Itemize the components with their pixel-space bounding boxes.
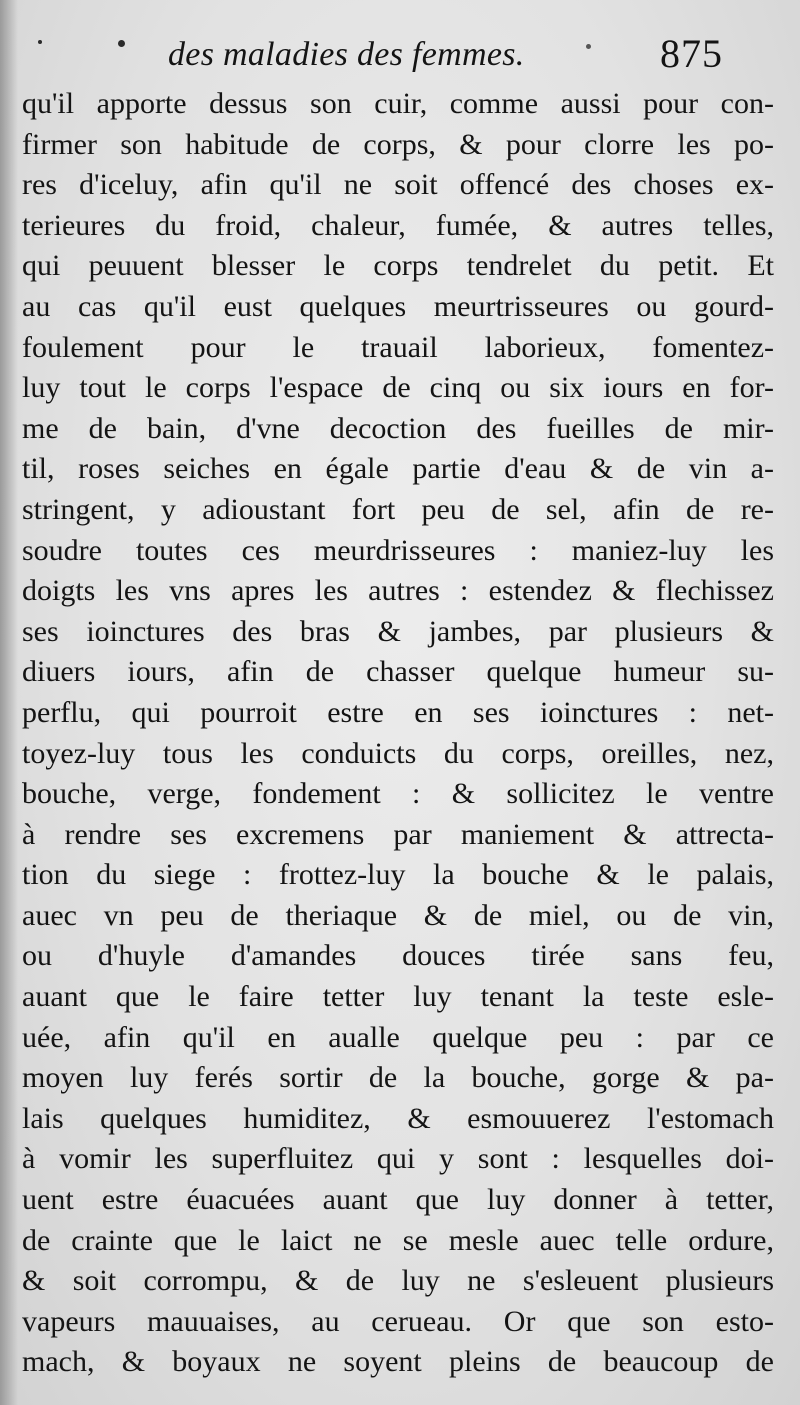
page-header — [0, 0, 800, 90]
text-line: de crainte que le laict ne se mesle auec telle ordure, — [22, 1223, 774, 1257]
body-text — [22, 84, 774, 1383]
text-line: luy tout le corps l'espace de cinq ou six iours en for- — [22, 371, 774, 405]
text-line: doigts les vns apres les autres : estendez & flechissez — [22, 574, 774, 608]
page-number: 875 — [660, 31, 723, 76]
text-line: moyen luy ferés sortir de la bouche, gorge & pa- — [22, 1061, 774, 1095]
text-line: res d'iceluy, afin qu'il ne soit offencé des choses ex- — [22, 168, 774, 202]
text-line: diuers iours, afin de chasser quelque humeur su- — [22, 655, 774, 689]
text-line: qui peuuent blesser le corps tendrelet du petit. Et — [22, 249, 774, 283]
text-line: auant que le faire tetter luy tenant la teste esle- — [22, 980, 774, 1014]
text-line: perflu, qui pourroit estre en ses ioinctures : net- — [22, 695, 774, 729]
text-line: foulement pour le trauail laborieux, fomentez- — [22, 330, 774, 364]
running-head: des maladies des femmes. — [168, 36, 525, 73]
ink-speck — [586, 44, 591, 49]
text-line: & soit corrompu, & de luy ne s'esleuent plusieurs — [22, 1264, 774, 1298]
text-line: ses ioinctures des bras & jambes, par plusieurs & — [22, 614, 774, 648]
text-line: til, roses seiches en égale partie d'eau & de vin a- — [22, 452, 774, 486]
text-line: uent estre éuacuées auant que luy donner à tetter, — [22, 1183, 774, 1217]
text-line: uée, afin qu'il en aualle quelque peu : par ce — [22, 1020, 774, 1054]
text-line: qu'il apporte dessus son cuir, comme aussi pour con- — [22, 87, 774, 120]
text-line: terieures du froid, chaleur, fumée, & autres telles, — [22, 208, 774, 242]
ink-speck — [118, 40, 125, 47]
ink-speck — [38, 40, 42, 44]
text-line: vapeurs mauuaises, au cerueau. Or que son esto- — [22, 1304, 774, 1338]
text-line: auec vn peu de theriaque & de miel, ou de vin, — [22, 898, 774, 932]
text-line: soudre toutes ces meurdrisseures : maniez-luy les — [22, 533, 774, 567]
text-line: à vomir les superfluitez qui y sont : lesquelles doi- — [22, 1142, 774, 1176]
text-line: mach, & boyaux ne soyent pleins de beaucoup de — [22, 1345, 774, 1379]
text-line: tion du siege : frottez-luy la bouche & le palais, — [22, 858, 774, 892]
text-line: ou d'huyle d'amandes douces tirée sans feu, — [22, 939, 774, 973]
text-line: au cas qu'il eust quelques meurtrisseures ou gourd- — [22, 289, 774, 323]
text-line: bouche, verge, fondement : & sollicitez le ventre — [22, 777, 774, 811]
text-line: firmer son habitude de corps, & pour clorre les po- — [22, 127, 774, 161]
text-line: lais quelques humiditez, & esmouuerez l'estomach — [22, 1101, 774, 1135]
text-line: stringent, y adioustant fort peu de sel, afin de re- — [22, 492, 774, 526]
text-line: à rendre ses excremens par maniement & attrecta- — [22, 817, 774, 851]
text-line: me de bain, d'vne decoction des fueilles de mir- — [22, 411, 774, 445]
text-line: toyez-luy tous les conduicts du corps, oreilles, nez, — [22, 736, 774, 770]
page-edge-shadow — [0, 0, 18, 1405]
